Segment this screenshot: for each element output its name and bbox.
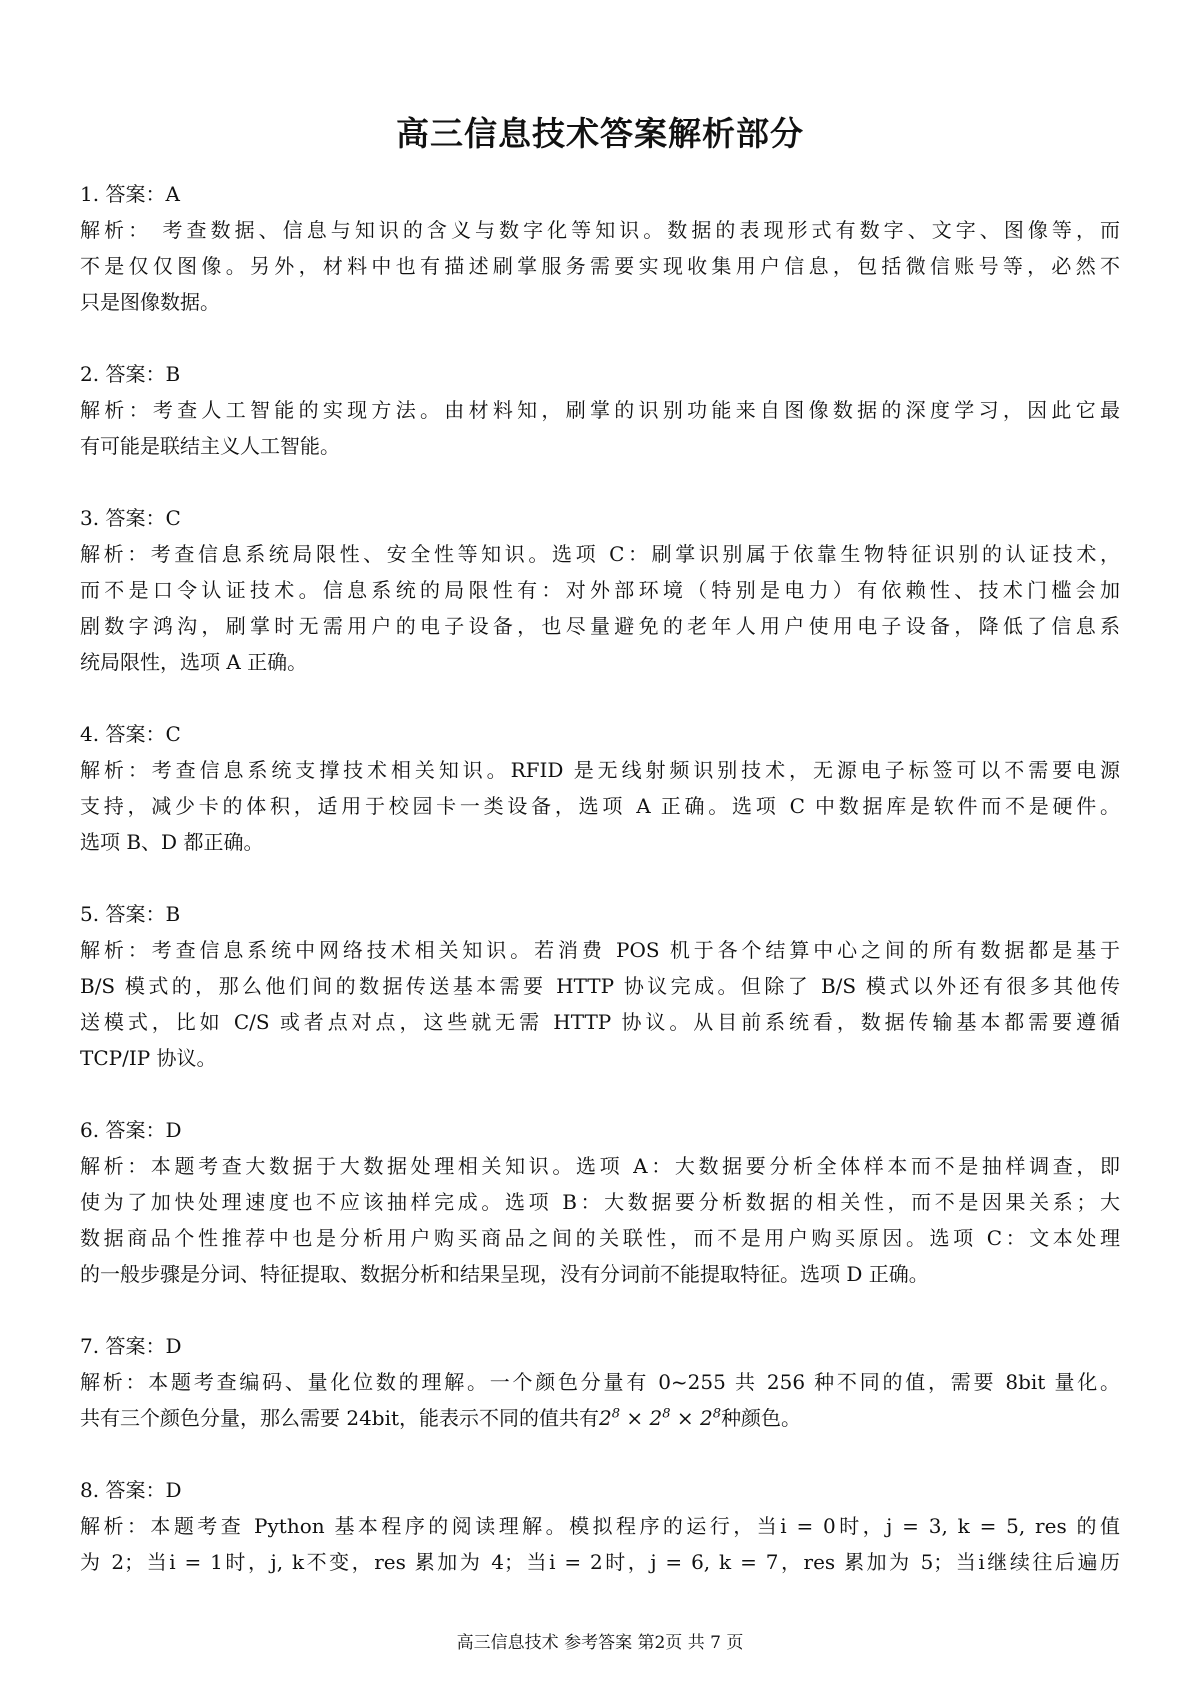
analysis-line: 解析：考查人工智能的实现方法。由材料知，刷掌的识别功能来自图像数据的深度学习，因此它最: [80, 398, 1120, 422]
question-block: [80, 1328, 1120, 1436]
question-block: [80, 176, 1120, 320]
question-block: [80, 1472, 1120, 1580]
question-block: [80, 500, 1120, 680]
analysis-line: 解析： 考查数据、信息与知识的含义与数字化等知识。数据的表现形式有数字、文字、图像等，而: [80, 218, 1120, 242]
analysis-line: 解析：考查信息系统中网络技术相关知识。若消费 POS 机于各个结算中心之间的所有数据都是基于: [80, 938, 1120, 962]
answer-line: 7. 答案：D: [80, 1334, 182, 1358]
analysis-line: 剧数字鸿沟，刷掌时无需用户的电子设备，也尽量避免的老年人用户使用电子设备，降低了信息系: [80, 614, 1120, 638]
question-block: [80, 1112, 1120, 1292]
answer-line: 8. 答案：D: [80, 1478, 182, 1502]
analysis-line: TCP/IP 协议。: [80, 1046, 217, 1070]
analysis-line: 不是仅仅图像。另外，材料中也有描述刷掌服务需要实现收集用户信息，包括微信账号等，必然不: [80, 254, 1120, 278]
analysis-line: 解析：本题考查 Python 基本程序的阅读理解。模拟程序的运行，当i = 0时，j = 3, k = 5, res 的值: [80, 1514, 1120, 1538]
answer-list: [80, 176, 1120, 1580]
analysis-line: 的一般步骤是分词、特征提取、数据分析和结果呈现，没有分词前不能提取特征。选项 D 正确。: [80, 1262, 929, 1286]
question-block: [80, 716, 1120, 860]
analysis-line: 统局限性，选项 A 正确。: [80, 650, 308, 674]
analysis-line: 只是图像数据。: [80, 290, 220, 314]
question-block: [80, 356, 1120, 464]
analysis-line: 解析：本题考查编码、量化位数的理解。一个颜色分量有 0~255 共 256 种不同的值，需要 8bit 量化。: [80, 1370, 1120, 1394]
analysis-line: 数据商品个性推荐中也是分析用户购买商品之间的关联性，而不是用户购买原因。选项 C：文本处理: [80, 1226, 1120, 1250]
question-block: [80, 896, 1120, 1076]
analysis-text: 共有三个颜色分量，那么需要 24bit，能表示不同的值共有: [80, 1406, 600, 1430]
analysis-line: [80, 1400, 1120, 1436]
analysis-line: 解析：考查信息系统支撑技术相关知识。RFID 是无线射频识别技术，无源电子标签可以不需要电源: [80, 758, 1120, 782]
page-footer: 高三信息技术 参考答案 第2页 共 7 页: [456, 1633, 744, 1653]
answer-line: 4. 答案：C: [80, 722, 181, 746]
analysis-line: 解析：考查信息系统局限性、安全性等知识。选项 C：刷掌识别属于依靠生物特征识别的认证技术，: [80, 542, 1120, 566]
page-title: 高三信息技术答案解析部分: [396, 114, 804, 153]
analysis-line: 送模式，比如 C/S 或者点对点，这些就无需 HTTP 协议。从目前系统看，数据传输基本都需要遵循: [80, 1010, 1120, 1034]
answer-line: 5. 答案：B: [80, 902, 181, 926]
analysis-line: 解析：本题考查大数据于大数据处理相关知识。选项 A：大数据要分析全体样本而不是抽样调查，即: [80, 1154, 1120, 1178]
math-power-expression: $2^8 \times 2^8 \times 2^8$: [599, 1406, 722, 1430]
answer-line: 3. 答案：C: [80, 506, 181, 530]
analysis-line: 有可能是联结主义人工智能。: [80, 434, 340, 458]
analysis-line: B/S 模式的，那么他们间的数据传送基本需要 HTTP 协议完成。但除了 B/S 模式以外还有很多其他传: [80, 974, 1120, 998]
analysis-text: 种颜色。: [721, 1406, 802, 1430]
analysis-line: 选项 B、D 都正确。: [80, 830, 264, 854]
answer-line: 6. 答案：D: [80, 1118, 182, 1142]
analysis-line: 为 2；当i = 1时，j, k不变，res 累加为 4；当i = 2时，j = 6, k = 7，res 累加为 5；当i继续往后遍历: [80, 1550, 1120, 1574]
analysis-line: 使为了加快处理速度也不应该抽样完成。选项 B：大数据要分析数据的相关性，而不是因果关系；大: [80, 1190, 1120, 1214]
answer-line: 2. 答案：B: [80, 362, 181, 386]
answer-line: 1. 答案：A: [80, 182, 180, 206]
analysis-line: 而不是口令认证技术。信息系统的局限性有：对外部环境（特别是电力）有依赖性、技术门槛会加: [80, 578, 1120, 602]
analysis-line: 支持，减少卡的体积，适用于校园卡一类设备，选项 A 正确。选项 C 中数据库是软件而不是硬件。: [80, 794, 1120, 818]
